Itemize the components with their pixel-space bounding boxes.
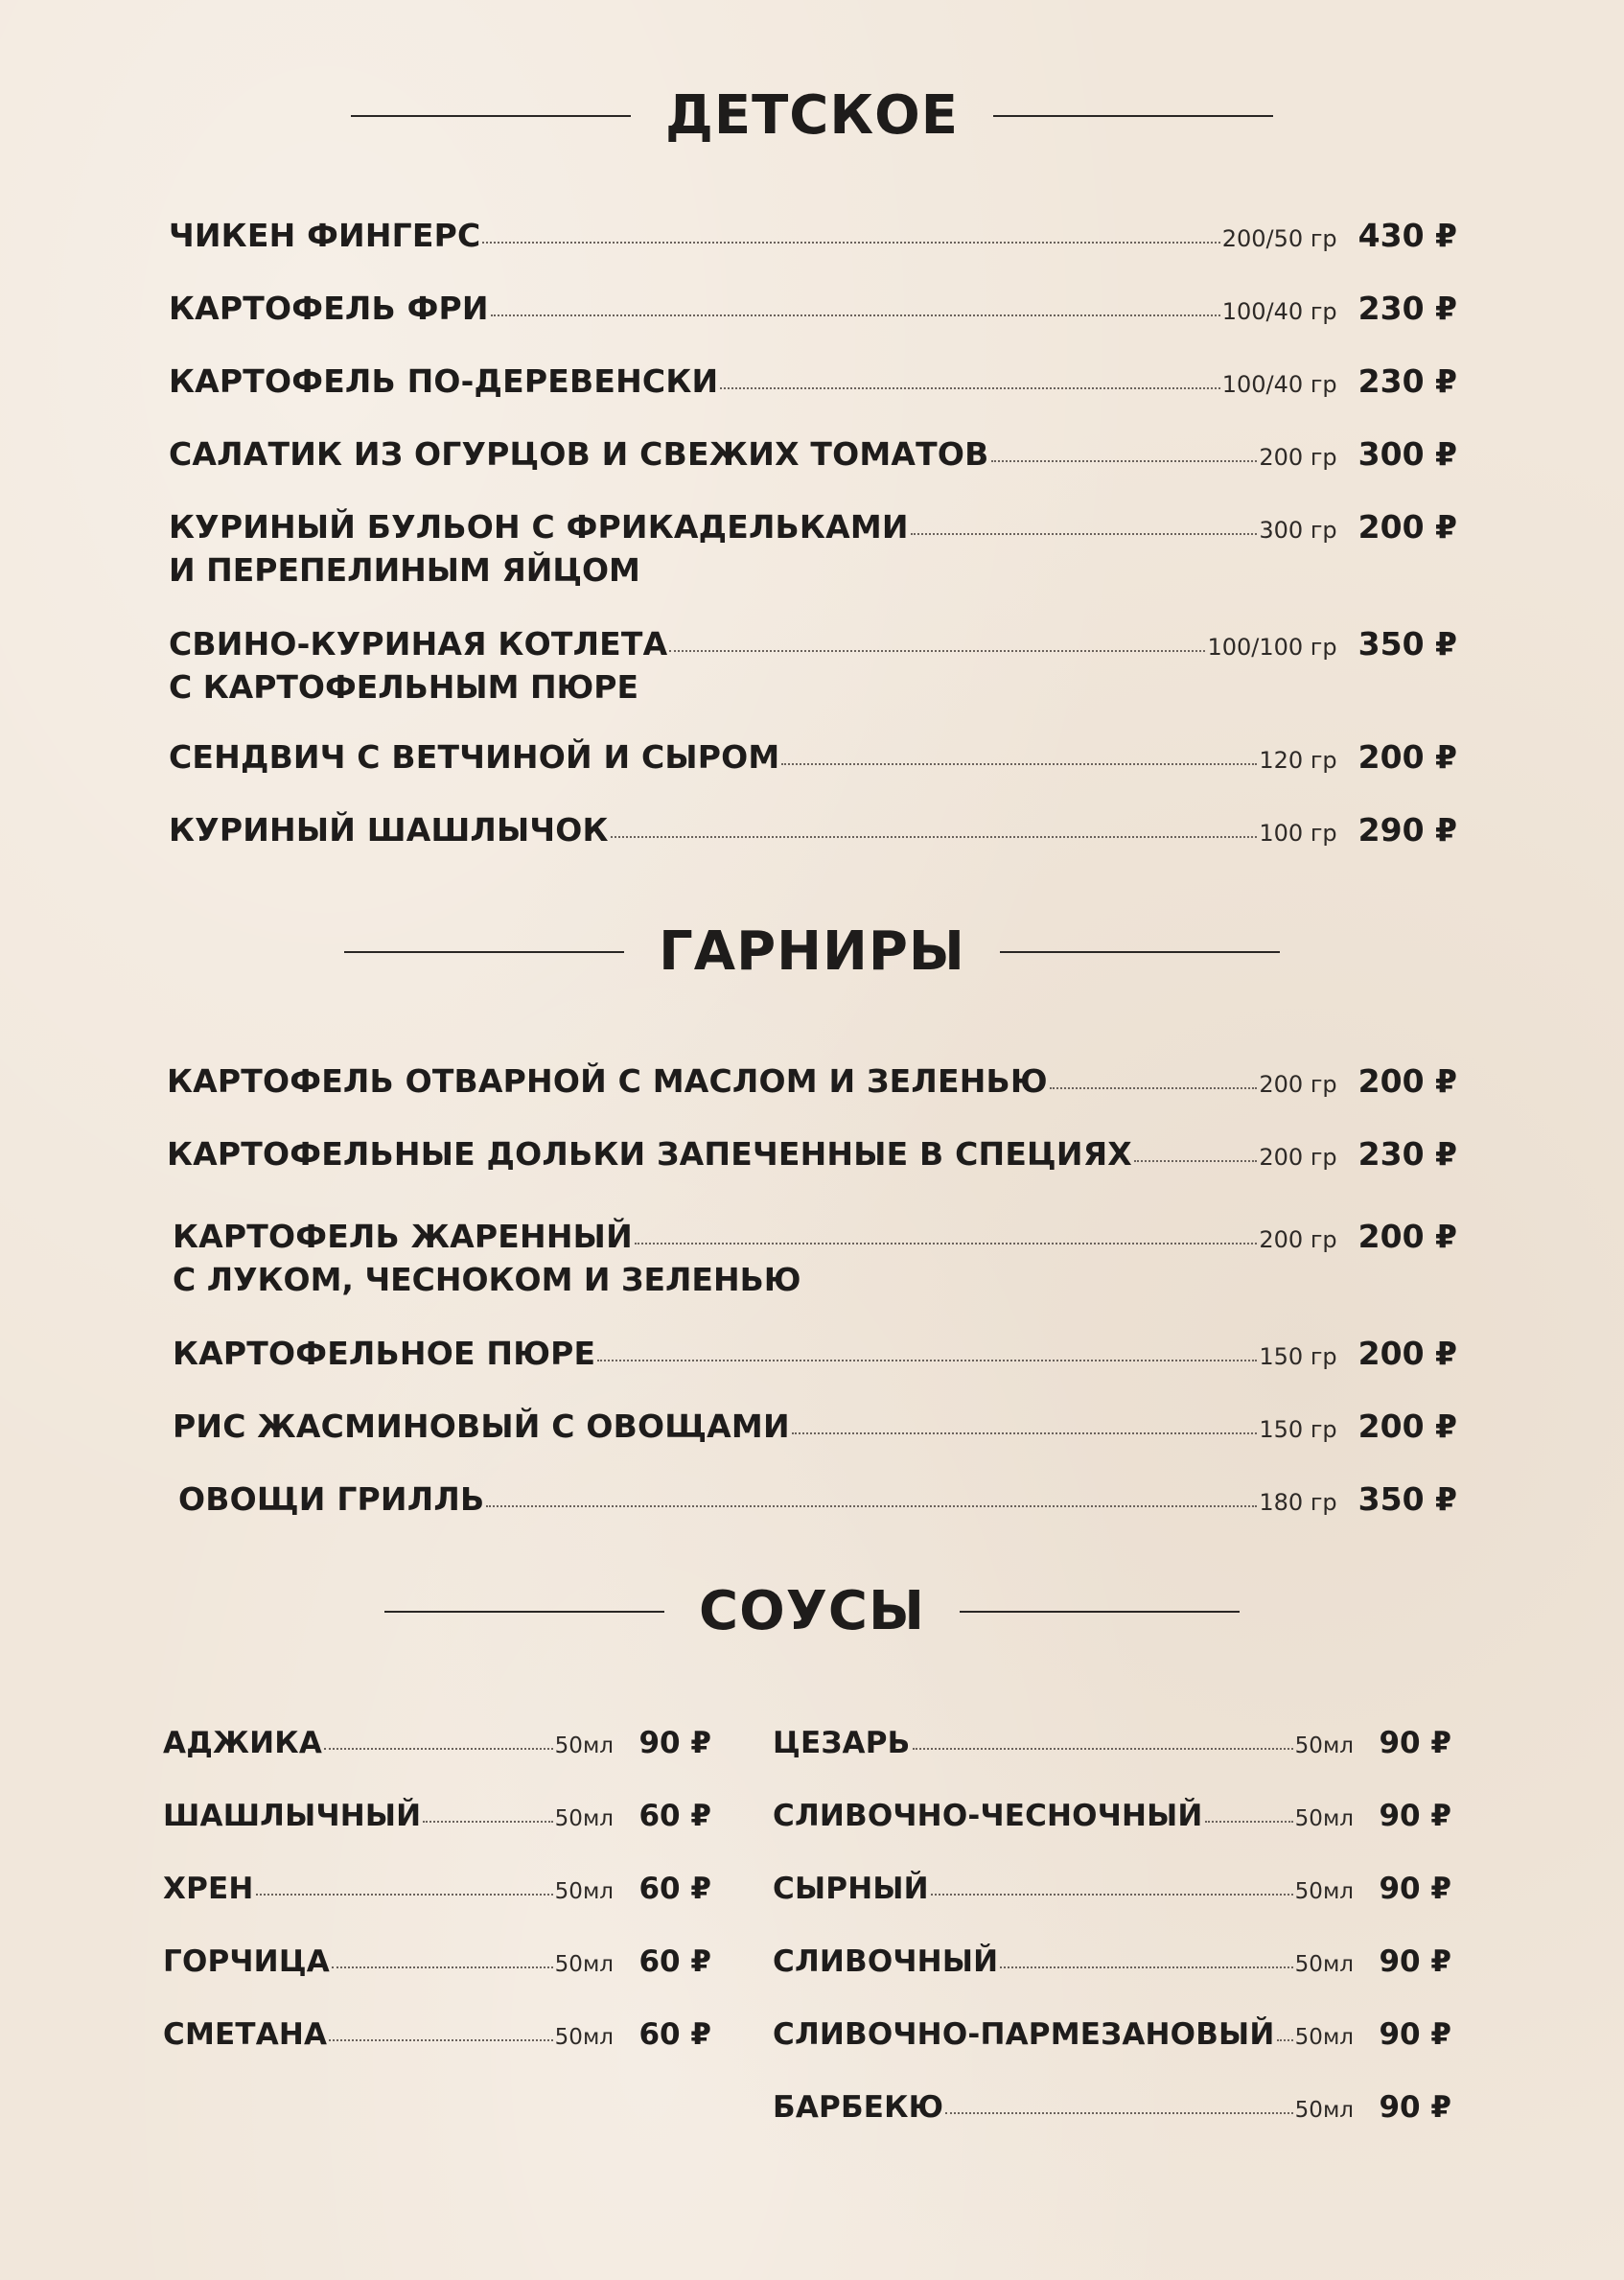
- item-name: КАРТОФЕЛЬНЫЕ ДОЛЬКИ ЗАПЕЧЕННЫЕ В СПЕЦИЯХ: [167, 1135, 1132, 1173]
- menu-item: [169, 811, 1457, 849]
- menu-item: [173, 1218, 1457, 1298]
- section-header-sides: [0, 920, 1624, 983]
- item-price: 60 ₽: [638, 1799, 711, 1833]
- item-price: 90 ₽: [1379, 1799, 1451, 1833]
- sauce-item: [163, 2017, 711, 2052]
- leader-dots: [1134, 1160, 1257, 1162]
- sauce-item: [163, 1872, 711, 1906]
- item-weight: 50мл: [1294, 2025, 1354, 2050]
- item-price: 90 ₽: [1379, 1726, 1451, 1760]
- item-price: 300 ₽: [1357, 435, 1457, 473]
- divider-line: [960, 1611, 1240, 1613]
- item-name: СЕНДВИЧ С ВЕТЧИНОЙ И СЫРОМ: [169, 738, 780, 776]
- sauce-item: [163, 1799, 711, 1833]
- item-weight: 200 гр: [1259, 1071, 1337, 1098]
- item-weight: 180 гр: [1259, 1489, 1337, 1516]
- item-price: 60 ₽: [638, 1872, 711, 1906]
- item-weight: 100 гр: [1259, 820, 1337, 847]
- menu-item: [169, 508, 1457, 589]
- sauce-item: [773, 1726, 1451, 1760]
- leader-dots: [329, 2039, 552, 2041]
- item-name: БАРБЕКЮ: [773, 2090, 944, 2125]
- item-name: ЦЕЗАРЬ: [773, 1726, 911, 1760]
- item-name: ГОРЧИЦА: [163, 1944, 330, 1979]
- menu-item: [169, 217, 1457, 254]
- menu-item: [169, 738, 1457, 776]
- item-price: 200 ₽: [1357, 1408, 1457, 1445]
- leader-dots: [792, 1432, 1258, 1434]
- item-weight: 50мл: [554, 1733, 614, 1758]
- item-weight: 200 гр: [1259, 444, 1337, 471]
- leader-dots: [931, 1894, 1293, 1896]
- item-price: 90 ₽: [1379, 2017, 1451, 2052]
- item-price: 90 ₽: [1379, 1872, 1451, 1906]
- leader-dots: [781, 763, 1257, 765]
- divider-line: [344, 951, 624, 953]
- menu-item: [169, 625, 1457, 706]
- item-name: КАРТОФЕЛЬНОЕ ПЮРЕ: [173, 1335, 596, 1372]
- item-name: СМЕТАНА: [163, 2017, 328, 2052]
- leader-dots: [597, 1360, 1257, 1361]
- item-weight: 200 гр: [1259, 1226, 1337, 1253]
- sauce-item: [163, 1726, 711, 1760]
- divider-line: [1000, 951, 1280, 953]
- item-name: ХРЕН: [163, 1872, 254, 1906]
- menu-item: [167, 1135, 1457, 1173]
- leader-dots: [635, 1243, 1257, 1245]
- item-price: 200 ₽: [1357, 1062, 1457, 1100]
- item-name: СЛИВОЧНО-ПАРМЕЗАНОВЫЙ: [773, 2017, 1275, 2052]
- leader-dots: [1000, 1966, 1292, 1968]
- leader-dots: [256, 1894, 553, 1896]
- leader-dots: [1277, 2039, 1293, 2041]
- divider-line: [351, 115, 631, 117]
- menu-item: [169, 290, 1457, 327]
- leader-dots: [423, 1821, 552, 1823]
- item-name: КАРТОФЕЛЬ ОТВАРНОЙ С МАСЛОМ И ЗЕЛЕНЬЮ: [167, 1062, 1048, 1100]
- item-name-line2: С КАРТОФЕЛЬНЫМ ПЮРЕ: [169, 668, 639, 706]
- section-title-kids: ДЕТСКОЕ: [664, 84, 960, 147]
- leader-dots: [720, 387, 1219, 389]
- leader-dots: [911, 533, 1258, 535]
- item-name: КАРТОФЕЛЬ ФРИ: [169, 290, 489, 327]
- item-weight: 50мл: [1294, 2098, 1354, 2123]
- item-weight: 300 гр: [1259, 517, 1337, 544]
- item-price: 430 ₽: [1357, 217, 1457, 254]
- item-weight: 50мл: [554, 1879, 614, 1904]
- item-price: 230 ₽: [1357, 362, 1457, 400]
- menu-item: [169, 362, 1457, 400]
- item-price: 230 ₽: [1357, 290, 1457, 327]
- menu-item: [169, 435, 1457, 473]
- item-weight: 100/40 гр: [1221, 371, 1337, 398]
- item-price: 90 ₽: [1379, 2090, 1451, 2125]
- sauce-item: [773, 2090, 1451, 2125]
- item-weight: 120 гр: [1259, 747, 1337, 774]
- menu-item: [178, 1480, 1457, 1518]
- leader-dots: [913, 1748, 1293, 1750]
- item-price: 350 ₽: [1357, 1480, 1457, 1518]
- section-header-kids: [0, 84, 1624, 147]
- item-price: 60 ₽: [638, 1944, 711, 1979]
- leader-dots: [482, 242, 1219, 244]
- item-price: 290 ₽: [1357, 811, 1457, 849]
- item-price: 200 ₽: [1357, 508, 1457, 546]
- menu-item: [173, 1335, 1457, 1372]
- item-name-line2: С ЛУКОМ, ЧЕСНОКОМ И ЗЕЛЕНЬЮ: [173, 1261, 801, 1298]
- leader-dots: [669, 650, 1205, 652]
- item-name: КАРТОФЕЛЬ ПО-ДЕРЕВЕНСКИ: [169, 362, 719, 400]
- item-price: 60 ₽: [638, 2017, 711, 2052]
- item-price: 200 ₽: [1357, 738, 1457, 776]
- item-name: КАРТОФЕЛЬ ЖАРЕННЫЙ: [173, 1218, 633, 1255]
- divider-line: [993, 115, 1273, 117]
- item-weight: 50мл: [1294, 1879, 1354, 1904]
- item-price: 200 ₽: [1357, 1218, 1457, 1255]
- item-price: 230 ₽: [1357, 1135, 1457, 1173]
- item-price: 90 ₽: [1379, 1944, 1451, 1979]
- item-price: 350 ₽: [1357, 625, 1457, 663]
- item-price: 90 ₽: [638, 1726, 711, 1760]
- leader-dots: [332, 1966, 553, 1968]
- item-weight: 50мл: [554, 2025, 614, 2050]
- item-name: РИС ЖАСМИНОВЫЙ С ОВОЩАМИ: [173, 1408, 790, 1445]
- item-weight: 50мл: [1294, 1952, 1354, 1977]
- item-weight: 150 гр: [1259, 1416, 1337, 1443]
- item-weight: 50мл: [554, 1806, 614, 1831]
- menu-item: [173, 1408, 1457, 1445]
- item-name: СВИНО-КУРИНАЯ КОТЛЕТА: [169, 625, 668, 663]
- sauce-item: [773, 2017, 1451, 2052]
- leader-dots: [945, 2112, 1292, 2114]
- item-name: КУРИНЫЙ ШАШЛЫЧОК: [169, 811, 609, 849]
- item-name: КУРИНЫЙ БУЛЬОН С ФРИКАДЕЛЬКАМИ: [169, 508, 909, 546]
- section-title-sides: ГАРНИРЫ: [659, 920, 965, 983]
- sauce-item: [773, 1872, 1451, 1906]
- item-weight: 50мл: [1294, 1733, 1354, 1758]
- sauce-item: [773, 1944, 1451, 1979]
- item-weight: 50мл: [1294, 1806, 1354, 1831]
- item-weight: 100/40 гр: [1221, 298, 1337, 325]
- leader-dots: [991, 460, 1258, 462]
- leader-dots: [1050, 1087, 1258, 1089]
- sauce-item: [773, 1799, 1451, 1833]
- item-weight: 200/50 гр: [1221, 225, 1337, 252]
- item-name: САЛАТИК ИЗ ОГУРЦОВ И СВЕЖИХ ТОМАТОВ: [169, 435, 989, 473]
- item-name: ЧИКЕН ФИНГЕРС: [169, 217, 481, 254]
- item-weight: 100/100 гр: [1207, 634, 1337, 661]
- section-title-sauces: СОУСЫ: [699, 1580, 925, 1642]
- leader-dots: [324, 1748, 553, 1750]
- item-weight: 50мл: [554, 1952, 614, 1977]
- menu-item: [167, 1062, 1457, 1100]
- item-weight: 150 гр: [1259, 1343, 1337, 1370]
- sauce-item: [163, 1944, 711, 1979]
- divider-line: [384, 1611, 664, 1613]
- item-weight: 200 гр: [1259, 1144, 1337, 1171]
- item-name: ШАШЛЫЧНЫЙ: [163, 1799, 422, 1833]
- item-price: 200 ₽: [1357, 1335, 1457, 1372]
- leader-dots: [1205, 1821, 1293, 1823]
- item-name: АДЖИКА: [163, 1726, 323, 1760]
- item-name: СЫРНЫЙ: [773, 1872, 929, 1906]
- item-name: СЛИВОЧНО-ЧЕСНОЧНЫЙ: [773, 1799, 1203, 1833]
- item-name-line2: И ПЕРЕПЕЛИНЫМ ЯЙЦОМ: [169, 551, 640, 589]
- leader-dots: [491, 314, 1220, 316]
- item-name: ОВОЩИ ГРИЛЛЬ: [178, 1480, 485, 1518]
- leader-dots: [486, 1505, 1257, 1507]
- leader-dots: [611, 836, 1258, 838]
- item-name: СЛИВОЧНЫЙ: [773, 1944, 999, 1979]
- section-header-sauces: [0, 1580, 1624, 1642]
